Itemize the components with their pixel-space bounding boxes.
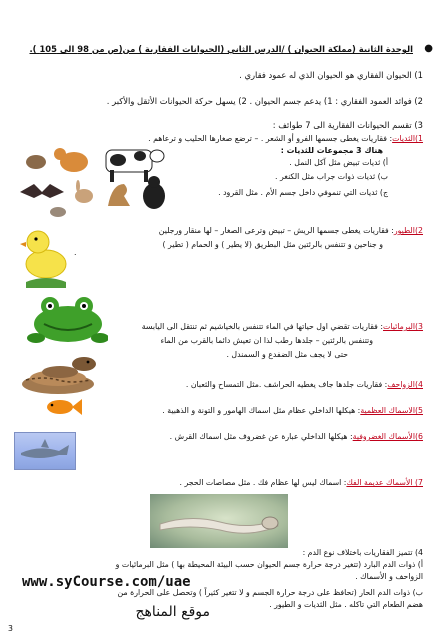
lamprey-image	[150, 494, 288, 548]
mammals-group-c: ج) ثديات التي تنموفي داخل جسم الأم . مثل القرود .	[218, 188, 388, 197]
cartilaginous-fish-heading: 6)الأسماك الغضروفية	[352, 432, 423, 441]
amphibians-description-3: حتى لا يجف مثل الضفدع و السمندل .	[226, 350, 348, 359]
frog-image	[26, 290, 108, 348]
birds-description-2: و جناحين و تتنفس بالرئتين مثل البطريق (لا يطير ) و الحمام ( تطير )	[162, 240, 383, 249]
amphibians-description-2: وتتنفس بالرئتين – جلدها رطب لذا ان تعيش دائما بالقرب من الماء	[160, 336, 373, 345]
paragraph-4-b-2: هضم الطعام التي تاكله . مثل الثديات و الطيور .	[269, 600, 423, 609]
bullet-icon: ●	[424, 43, 433, 54]
goldfish-image	[42, 396, 82, 418]
mammals-heading: 1)الثديات	[392, 134, 423, 143]
amphibians-heading: 3)البرمائيات	[383, 322, 423, 331]
paragraph-4: 4) تتميز الفقاريات باختلاف نوع الدم :	[302, 548, 423, 557]
page-title: الوحدة الثانية (مملكة الحيوان ) /الدرس الثاني (الحيوانات الفقارية ) من(ص من 98 الى 105 ).	[29, 44, 413, 54]
reptiles-heading: 4)الزواحف	[387, 380, 423, 389]
mammals-image	[14, 140, 174, 220]
jawless-fish-description: : اسماك ليس لها عظام فك . مثل مصاصات الحجر .	[179, 478, 347, 487]
paragraph-1: 1) الحيوان الفقاري هو الحيوان الذي له عمود فقاري .	[239, 70, 423, 80]
reptiles-line	[8, 380, 423, 390]
bony-fish-description: : هيكلها الداخلي عظام مثل اسماك الهامور و التونة و الذهبية .	[162, 406, 361, 415]
mammals-groups: هناك 3 مجموعات للثديات :	[280, 146, 383, 155]
birds-description: : فقاريات يغطى جسمها الريش – تبيض وترعى الصغار – لها منقار ورجلين	[158, 226, 394, 235]
paragraph-4-b-1: ب) ذوات الدم الحار (تحافظ على درجة حرارة الجسم و لا تتغير كثيراً ) وتحصل على الحرارة من	[117, 588, 423, 597]
birds-heading: 2)الطيور	[393, 226, 423, 235]
paragraph-4-a-2: الزواحف و الأسماك .	[355, 572, 423, 581]
mammals-description: : فقاريات يغطى جسمها الفرو أو الشعر . – ترضع صغارها الحليب و ترعاهم .	[148, 134, 393, 143]
footer-site-name: موقع المناهج	[135, 604, 210, 620]
birds-line	[8, 226, 423, 236]
paragraph-2: 2) فوائد العمود الفقاري : 1) يدعم جسم الحيوان . 2) يسهل حركة الحيوانات الأثقل والأكبر .	[106, 96, 423, 106]
mammals-group-b: ب) ثديات ذوات جراب مثل الكنغر .	[275, 172, 388, 181]
jawless-fish-heading: 7) الأسماك عديمة الفك	[346, 478, 423, 487]
bony-fish-heading: 5)الاسماك العظمية	[360, 406, 423, 415]
paragraph-4-a-1: أ) ذوات الدم البارد (تتغير درجة حرارة جسم الحيوان حسب البيئة المحيطة بها ) مثل البرمائيات و	[115, 560, 423, 569]
shark-image	[14, 432, 76, 470]
paragraph-3: 3) تقسم الحيوانات الفقارية الى 7 طوائف :	[272, 120, 423, 130]
reptiles-description: : فقاريات جلدها جاف يغطيه الحراشف .مثل التمساح والثعبان .	[185, 380, 388, 389]
separator-dot: .	[74, 248, 77, 257]
duckling-image	[20, 222, 70, 288]
cartilaginous-fish-description: : هيكلها الداخلي عبارة عن غضروف مثل اسماك القرش .	[169, 432, 353, 441]
amphibians-description: : فقاريات تقضي اول حياتها في الماء تتنفس بالخياشيم ثم تنتقل الى اليابسة	[141, 322, 383, 331]
page-number: 3	[8, 624, 13, 633]
mammals-group-a: أ) ثديات تبيض مثل آكل النمل .	[289, 158, 388, 167]
jawless-fish-line	[8, 478, 423, 488]
footer-url[interactable]: www.syCourse.com/uae	[22, 574, 191, 590]
